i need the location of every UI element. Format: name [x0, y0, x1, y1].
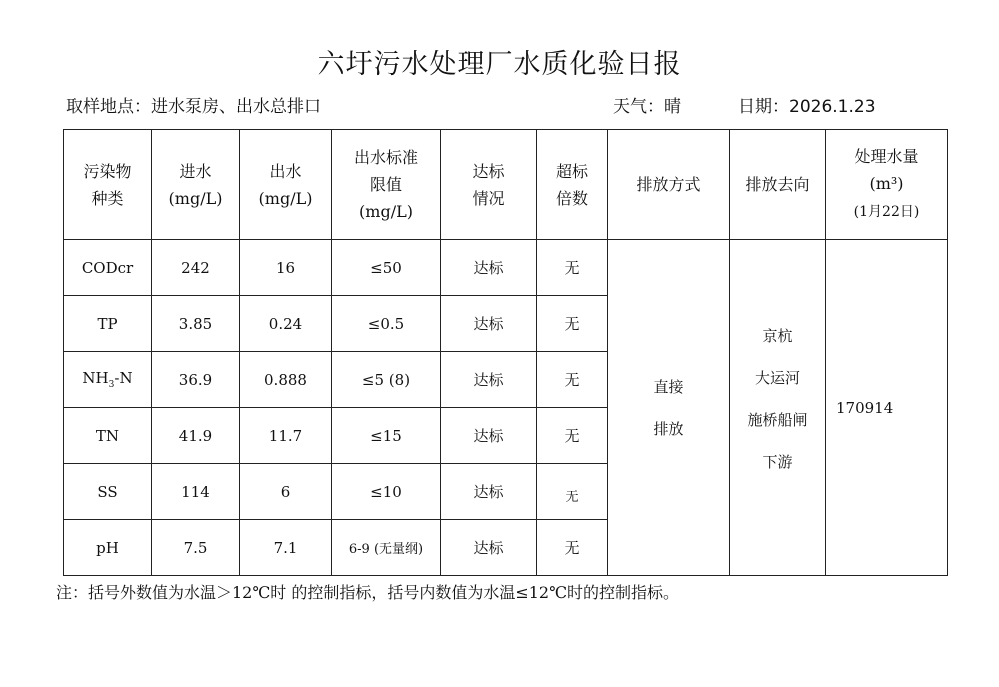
- header-volume: 处理水量 (m³) (1月22日): [826, 130, 948, 240]
- exceed-cell: 无: [537, 240, 608, 296]
- pollutant-cell: SS: [64, 464, 152, 520]
- status-cell: 达标: [441, 296, 537, 352]
- weather: 天气：晴: [613, 97, 681, 117]
- inflow-cell: 41.9: [152, 408, 240, 464]
- status-cell: 达标: [441, 464, 537, 520]
- header-pollutant: 污染物 种类: [64, 130, 152, 240]
- discharge-dest-cell: 京杭 大运河 施桥船闸 下游: [730, 240, 826, 576]
- outflow-cell: 0.24: [240, 296, 332, 352]
- water-quality-table: [63, 129, 948, 576]
- header-standard: 出水标准 限值 (mg/L): [332, 130, 441, 240]
- header-discharge-method: 排放方式: [608, 130, 730, 240]
- inflow-cell: 3.85: [152, 296, 240, 352]
- header-inflow: 进水 (mg/L): [152, 130, 240, 240]
- inflow-cell: 7.5: [152, 520, 240, 576]
- header-outflow: 出水 (mg/L): [240, 130, 332, 240]
- header-exceed: 超标 倍数: [537, 130, 608, 240]
- inflow-cell: 114: [152, 464, 240, 520]
- footnote: 注：括号外数值为水温＞12℃时 的控制指标，括号内数值为水温≤12℃时的控制指标。: [56, 583, 680, 602]
- pollutant-cell: pH: [64, 520, 152, 576]
- standard-cell: ≤5 (8): [332, 352, 441, 408]
- report-title: 六圩污水处理厂水质化验日报: [317, 49, 682, 80]
- outflow-cell: 6: [240, 464, 332, 520]
- inflow-cell: 242: [152, 240, 240, 296]
- pollutant-cell: TN: [64, 408, 152, 464]
- treated-volume-cell: 170914: [826, 240, 948, 576]
- outflow-cell: 11.7: [240, 408, 332, 464]
- standard-cell: ≤15: [332, 408, 441, 464]
- status-cell: 达标: [441, 520, 537, 576]
- discharge-method-cell: 直接 排放: [608, 240, 730, 576]
- outflow-cell: 16: [240, 240, 332, 296]
- standard-cell: ≤10: [332, 464, 441, 520]
- inflow-cell: 36.9: [152, 352, 240, 408]
- table-row: [64, 240, 948, 296]
- standard-cell: ≤0.5: [332, 296, 441, 352]
- exceed-cell: 无: [537, 464, 608, 520]
- sampling-point: 取样地点：进水泵房、出水总排口: [66, 97, 321, 117]
- exceed-cell: 无: [537, 352, 608, 408]
- exceed-cell: 无: [537, 520, 608, 576]
- report-date: 日期：2026.1.23: [738, 97, 876, 117]
- status-cell: 达标: [441, 408, 537, 464]
- standard-cell: ≤50: [332, 240, 441, 296]
- outflow-cell: 0.888: [240, 352, 332, 408]
- pollutant-cell: TP: [64, 296, 152, 352]
- header-status: 达标 情况: [441, 130, 537, 240]
- pollutant-cell: CODcr: [64, 240, 152, 296]
- pollutant-cell: $NH_3-N$: [64, 352, 152, 408]
- exceed-cell: 无: [537, 408, 608, 464]
- exceed-cell: 无: [537, 296, 608, 352]
- header-discharge-dest: 排放去向: [730, 130, 826, 240]
- status-cell: 达标: [441, 240, 537, 296]
- outflow-cell: 7.1: [240, 520, 332, 576]
- status-cell: 达标: [441, 352, 537, 408]
- standard-cell: 6-9 (无量纲): [332, 520, 441, 576]
- header-row: [64, 130, 948, 240]
